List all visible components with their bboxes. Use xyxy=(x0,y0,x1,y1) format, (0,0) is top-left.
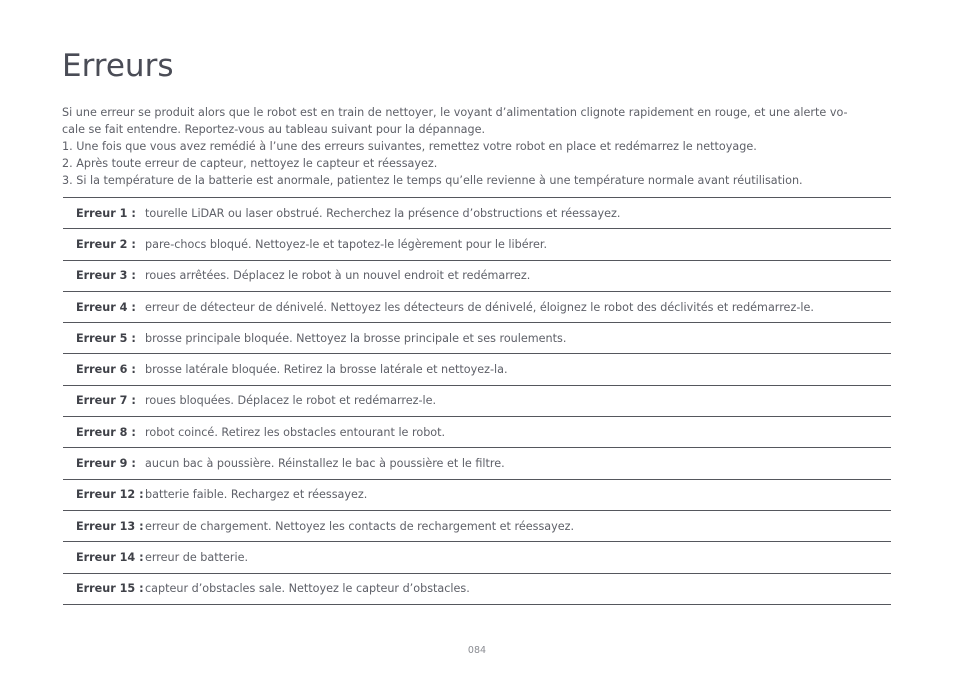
error-row xyxy=(63,354,891,385)
error-row xyxy=(63,229,891,260)
error-description: robot coincé. Retirez les obstacles entourant le robot. xyxy=(145,425,446,439)
page-number: 084 xyxy=(467,645,487,656)
error-code: Erreur 14 : xyxy=(76,550,144,564)
error-code: Erreur 2 : xyxy=(76,237,136,251)
error-code: Erreur 4 : xyxy=(76,300,136,314)
error-description: erreur de batterie. xyxy=(145,550,249,564)
intro-step: 1. Une fois que vous avez remédié à l’une des erreurs suivantes, remettez votre robot en place et redémarrez le nettoyage. xyxy=(62,140,757,153)
error-description: tourelle LiDAR ou laser obstrué. Recherchez la présence d’obstructions et réessayez. xyxy=(145,206,621,220)
error-description: aucun bac à poussière. Réinstallez le bac à poussière et le filtre. xyxy=(145,457,505,471)
error-row xyxy=(63,511,891,542)
error-code: Erreur 12 : xyxy=(76,488,144,502)
error-description: batterie faible. Rechargez et réessayez. xyxy=(145,488,368,502)
error-row xyxy=(63,386,891,417)
intro-step: 3. Si la température de la batterie est anormale, patientez le temps qu’elle revienne à une température normale avant réutilisation. xyxy=(62,174,803,187)
intro-step: 2. Après toute erreur de capteur, nettoyez le capteur et réessayez. xyxy=(62,157,438,170)
page-title: Erreurs xyxy=(62,48,174,84)
error-code: Erreur 1 : xyxy=(76,206,136,220)
error-description: erreur de détecteur de dénivelé. Nettoyez les détecteurs de dénivelé, éloignez le robot des déclivités et redémarrez-le. xyxy=(145,300,814,314)
error-description: roues arrêtées. Déplacez le robot à un nouvel endroit et redémarrez. xyxy=(145,269,531,283)
error-row xyxy=(63,574,891,605)
intro-paragraph-line: Si une erreur se produit alors que le robot est en train de nettoyer, le voyant d’alimentation clignote rapidement en rouge, et une alerte vo- xyxy=(62,106,848,119)
error-row xyxy=(63,542,891,573)
error-code: Erreur 15 : xyxy=(76,582,144,596)
error-description: roues bloquées. Déplacez le robot et redémarrez-le. xyxy=(145,394,437,408)
intro-paragraph-line: cale se fait entendre. Reportez-vous au tableau suivant pour la dépannage. xyxy=(62,123,486,136)
intro-text xyxy=(62,104,888,189)
error-code: Erreur 9 : xyxy=(76,457,136,471)
error-row xyxy=(63,261,891,292)
error-code: Erreur 5 : xyxy=(76,331,136,345)
error-row xyxy=(63,323,891,354)
error-code: Erreur 7 : xyxy=(76,394,136,408)
error-code: Erreur 13 : xyxy=(76,519,144,533)
error-row xyxy=(63,448,891,479)
error-description: brosse latérale bloquée. Retirez la brosse latérale et nettoyez-la. xyxy=(145,363,508,377)
error-description: brosse principale bloquée. Nettoyez la brosse principale et ses roulements. xyxy=(145,331,567,345)
error-row xyxy=(63,480,891,511)
error-code: Erreur 6 : xyxy=(76,363,136,377)
error-code: Erreur 8 : xyxy=(76,425,136,439)
error-code: Erreur 3 : xyxy=(76,269,136,283)
error-table xyxy=(63,197,891,605)
error-description: erreur de chargement. Nettoyez les contacts de rechargement et réessayez. xyxy=(145,519,575,533)
error-row xyxy=(63,198,891,229)
error-row xyxy=(63,292,891,323)
error-description: capteur d’obstacles sale. Nettoyez le capteur d’obstacles. xyxy=(145,582,470,596)
error-description: pare-chocs bloqué. Nettoyez-le et tapotez-le légèrement pour le libérer. xyxy=(145,237,547,251)
error-row xyxy=(63,417,891,448)
